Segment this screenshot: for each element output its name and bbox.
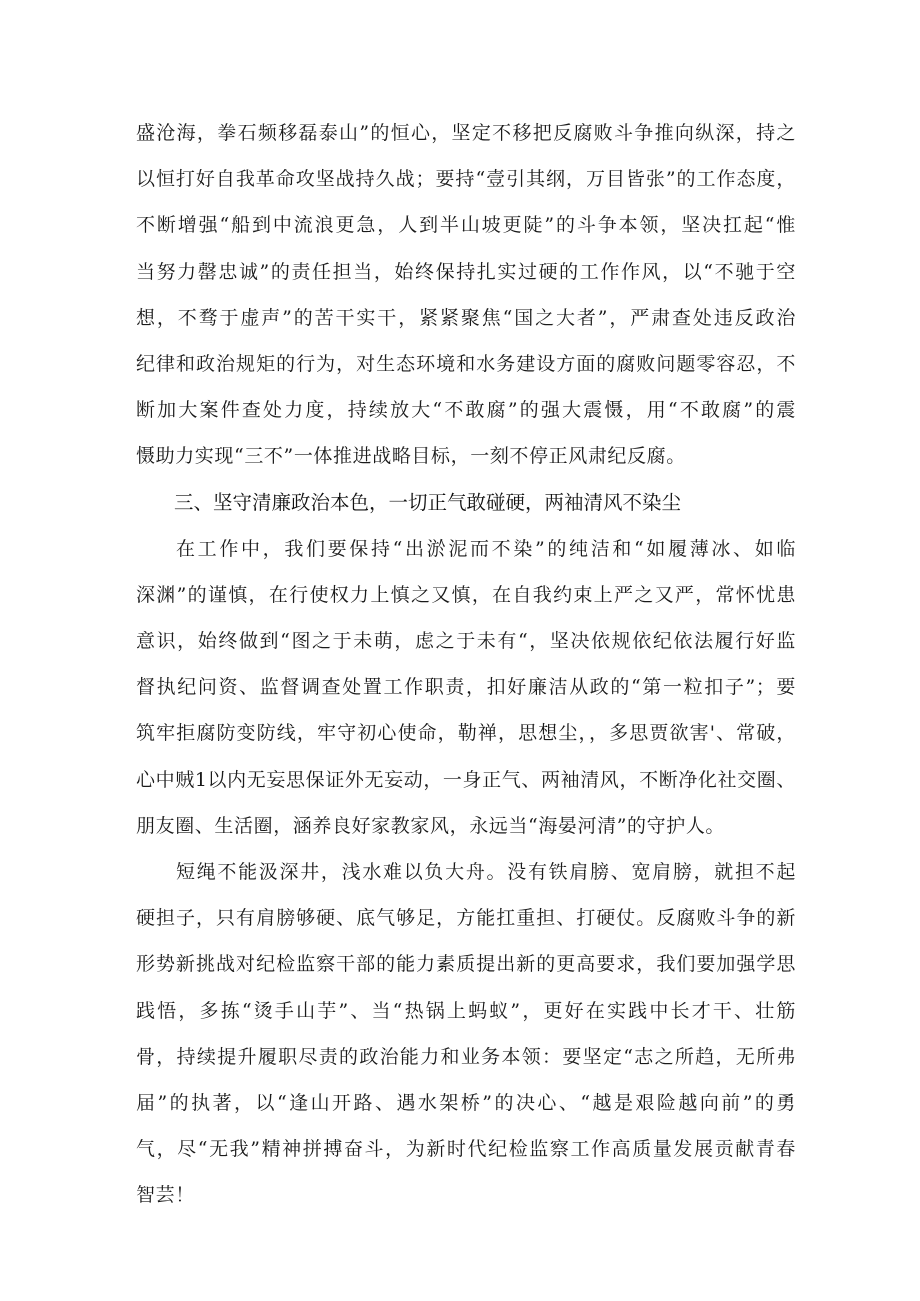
paragraph-line: 朋友圈、生活圈，涵养良好家教家风，永远当“海晏河清”的守护人。 — [136, 814, 726, 837]
paragraph-line: 盛沧海，拳石频移磊泰山”的恒心，坚定不移把反腐败斗争推向纵深，持之 — [136, 122, 796, 144]
paragraph-line: 慑助力实现“三不”一体推进战略目标，一刻不停正风肃纪反腐。 — [136, 445, 686, 468]
paragraph-line: 不断增强“船到中流浪更急，人到半山坡更陡”的斗争本领，坚决扛起“惟 — [136, 214, 796, 237]
paragraph-line: 届”的执著，以“逢山开路、遇水架桥”的决心、“越是艰险越向前”的勇 — [136, 1091, 796, 1114]
paragraph-line: 短绳不能汲深井，浅水难以负大舟。没有铁肩膀、宽肩膀，就担不起 — [176, 861, 796, 883]
paragraph-2 — [136, 526, 796, 849]
document-page — [136, 110, 796, 1219]
paragraph-line: 深渊”的谨慎，在行使权力上慎之又慎，在自我约束上严之又严，常怀忧患 — [136, 583, 796, 606]
section-heading: 三、坚守清廉政治本色，一切正气敢碰硬，两袖清风不染尘 — [174, 490, 682, 514]
paragraph-line: 心中贼1以内无妄思保证外无妄动，一身正气、两袖清风，不断净化社交圈、 — [136, 768, 796, 791]
paragraph-line: 督执纪问资、监督调查处置工作职责，扣好廉洁从政的“第一粒扣子”；要 — [136, 676, 796, 699]
paragraph-line: 在工作中，我们要保持“出淤泥而不染”的纯洁和“如履薄冰、如临 — [176, 537, 796, 560]
paragraph-3 — [136, 849, 796, 1219]
paragraph-line: 骨，持续提升履职尽责的政治能力和业务本领：要坚定“志之所趋，无所弗 — [136, 1045, 796, 1068]
paragraph-line: 断加大案件查处力度，持续放大“不敢腐”的强大震慑，用“不敢腐”的震 — [136, 399, 796, 422]
paragraph-line: 当努力罄忠诚”的责任担当，始终保持扎实过硬的工作作风，以“不驰于空 — [136, 260, 796, 283]
paragraph-line: 硬担子，只有肩膀够硬、底气够足，方能扛重担、打硬仗。反腐败斗争的新 — [136, 907, 796, 930]
paragraph-line: 想，不骛于虚声”的苦干实干，紧紧聚焦“国之大者”，严肃查处违反政治 — [136, 306, 796, 329]
paragraph-line: 以恒打好自我革命攻坚战持久战；要持“壹引其纲，万目皆张”的工作态度， — [136, 168, 796, 191]
paragraph-line: 意识，始终做到“图之于未萌，虑之于未有“，坚决依规依纪依法履行好监 — [136, 630, 796, 653]
paragraph-line: 纪律和政治规矩的行为，对生态环境和水务建设方面的腐败问题零容忍，不 — [136, 352, 796, 375]
paragraph-line: 智芸！ — [136, 1184, 195, 1207]
paragraph-line: 形势新挑战对纪检监察干部的能力素质提出新的更高要求，我们要加强学思 — [136, 953, 796, 976]
paragraph-1 — [136, 110, 796, 480]
paragraph-line: 践悟，多拣“烫手山芋”、当“热锅上蚂蚁”，更好在实践中长才干、壮筋 — [136, 999, 796, 1022]
paragraph-line: 筑牢拒腐防变防线，牢守初心使命，勒禅，思想尘，，多思贾欲害'、常破， — [136, 722, 796, 745]
paragraph-line: 气，尽“无我”精神拼搏奋斗，为新时代纪检监察工作高质量发展贡献青春 — [136, 1138, 796, 1161]
